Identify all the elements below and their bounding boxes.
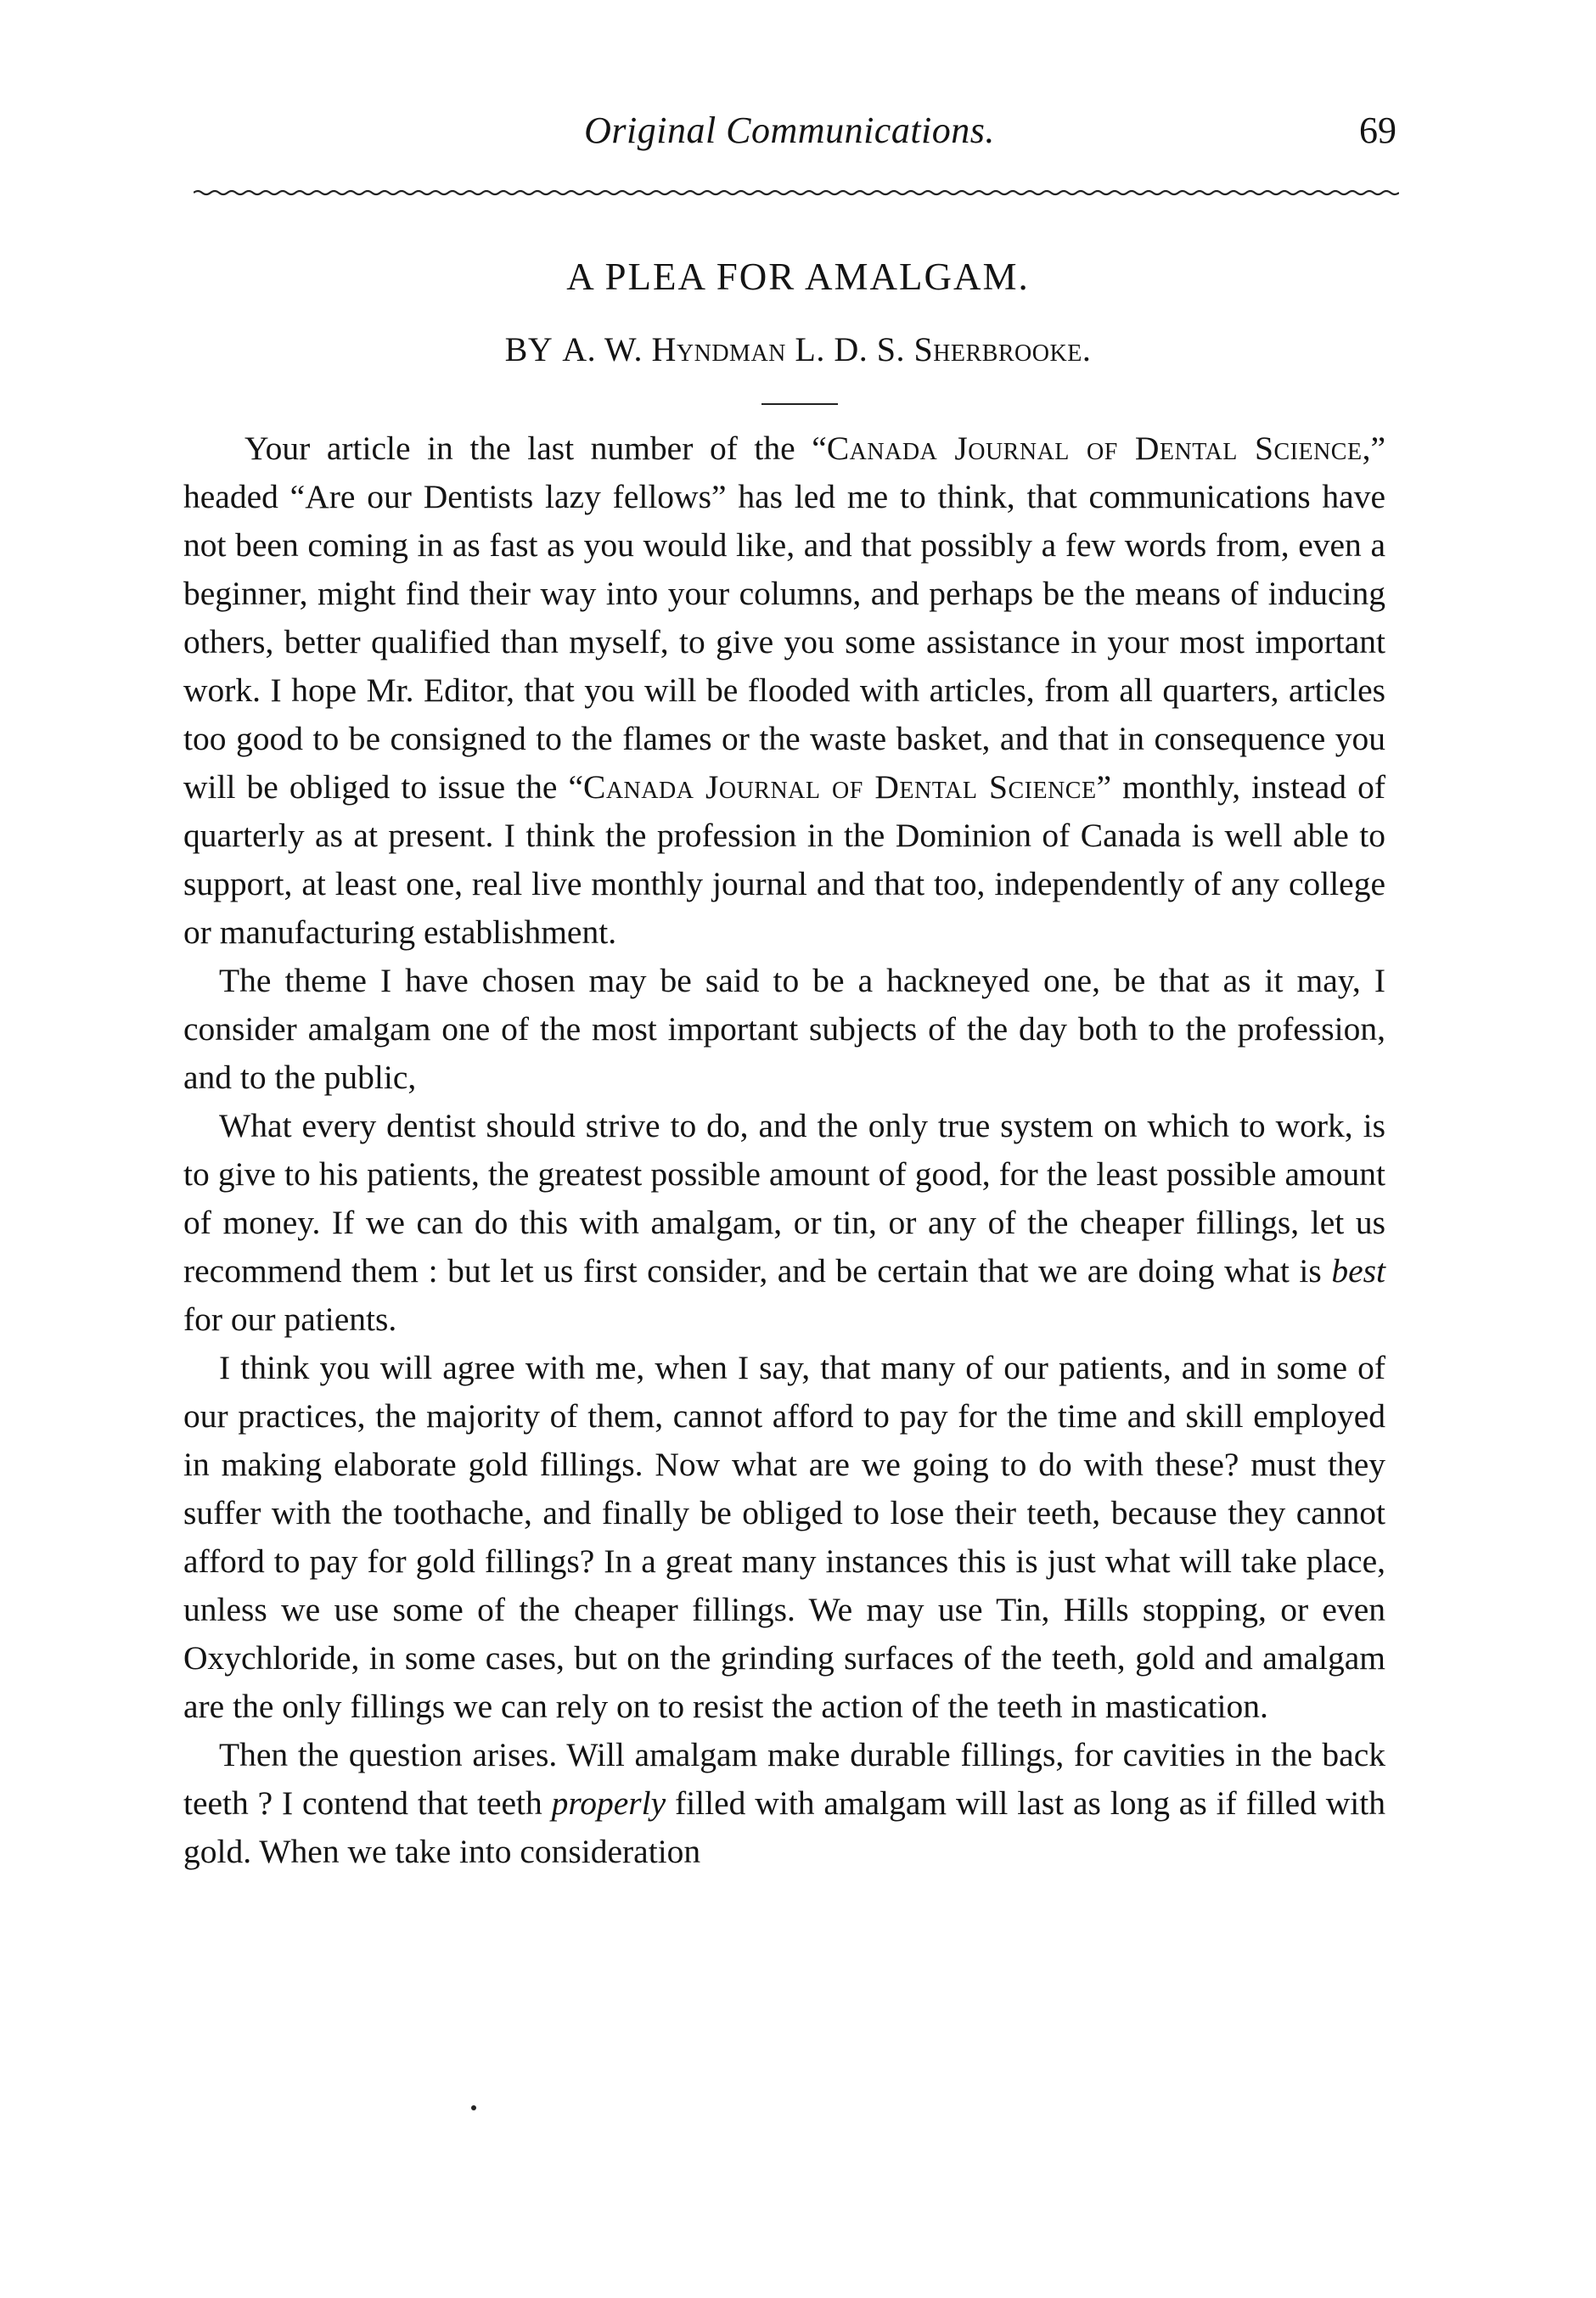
paragraph-1 bbox=[183, 424, 1385, 957]
byline-prefix: BY bbox=[504, 330, 554, 368]
running-head bbox=[183, 109, 1396, 160]
article-body bbox=[183, 424, 1385, 1876]
title-divider bbox=[761, 403, 838, 405]
header-wavy-rule bbox=[194, 188, 1399, 197]
paragraph-3-text-a: What every dentist should strive to do, and the only true system on which to work, is to give to his patients, the greatest possible amount of good, for the least possible amount of money. If we can do this with amalgam, or tin, or any of the cheaper fillings, let us recommend them : but let us first consider, and be certain that we are doing what is bbox=[183, 1107, 1385, 1289]
paragraph-5 bbox=[183, 1731, 1385, 1876]
paragraph-1-text-a: Your article in the last number of the “ bbox=[244, 430, 827, 467]
paragraph-1-text-c: ” monthly, instead of quarterly as at present. I think the profession in the Dominion of Canada is well able to support, at least one, real live monthly journal and that too, independently of any college or manufacturing establishment. bbox=[183, 768, 1385, 951]
footer-dot bbox=[471, 2105, 476, 2110]
page-number: 69 bbox=[1359, 110, 1396, 151]
byline-author: A. W. Hyndman L. D. S. Sherbrooke. bbox=[562, 330, 1092, 368]
article-byline bbox=[0, 329, 1596, 369]
paragraph-1-text-b: ,” headed “Are our Dentists lazy fellows” has led me to think, that communications have not been coming in as fast as you would like, and that possibly a few words from, even a beginner, might find their way into your columns, and perhaps be the means of inducing others, better qualified than myself, to give you some assistance in your most important work. I hope Mr. Editor, that you will be flooded with articles, from all quarters, articles too good to be consigned to the flames or the waste basket, and that in consequence you will be obliged to issue the “ bbox=[183, 430, 1385, 806]
journal-name: Canada Journal of Dental Science bbox=[582, 768, 1097, 806]
article-title: A PLEA FOR AMALGAM. bbox=[566, 256, 1030, 298]
paragraph-4: I think you will agree with me, when I say, that many of our patients, and in some of our practices, the majority of them, cannot afford to pay for the time and skill employed in making elaborate gold fillings. Now what are we going to do with these? must they suffer with the toothache, and finally be obliged to lose their teeth, because they cannot afford to pay for gold fillings? In a great many instances this is just what will take place, unless we use some of the cheaper fillings. We may use Tin, Hills stopping, or even Oxychloride, in some cases, but on the grinding surfaces of the teeth, gold and amalgam are the only fillings we can rely on to resist the action of the teeth in mastication. bbox=[183, 1349, 1385, 1725]
paragraph-3 bbox=[183, 1102, 1385, 1344]
paragraph-2: The theme I have chosen may be said to be a hackneyed one, be that as it may, I consider amalgam one of the most important subjects of the day both to the profession, and to the public, bbox=[183, 962, 1385, 1096]
paragraph-5-text-b: filled with amalgam will last as long as if filled with gold. When we take into consideration bbox=[183, 1784, 1385, 1870]
emphasis-properly: properly bbox=[551, 1784, 666, 1822]
journal-name: Canada Journal of Dental Science bbox=[826, 430, 1363, 467]
paragraph-5-text-a: Then the question arises. Will amalgam make durable fillings, for cavities in the back teeth ? I contend that teeth bbox=[183, 1736, 1385, 1822]
running-title: Original Communications. bbox=[584, 110, 995, 151]
emphasis-best: best bbox=[1331, 1252, 1385, 1289]
paragraph-3-text-b: for our patients. bbox=[183, 1301, 397, 1338]
